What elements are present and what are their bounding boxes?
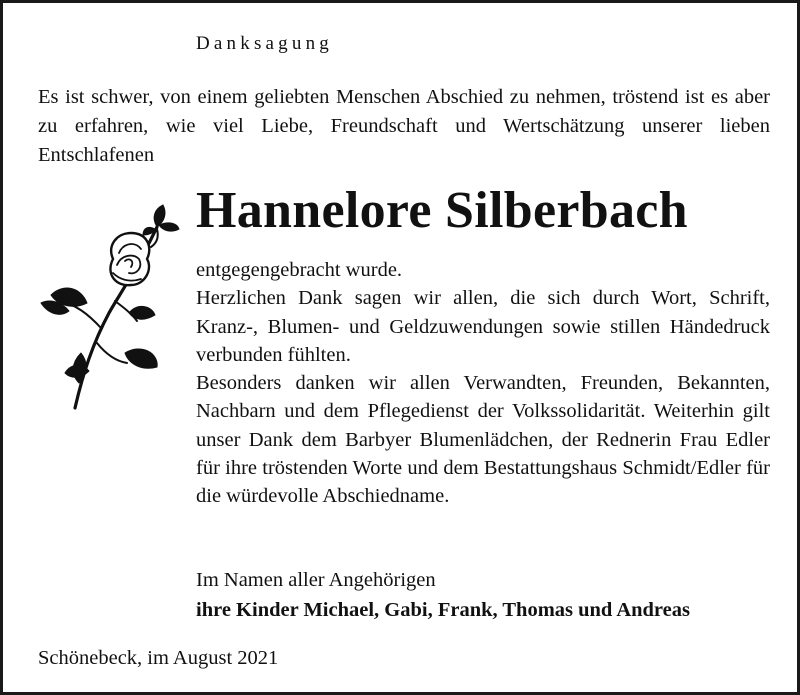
body-text <box>196 256 770 511</box>
closing-line: Im Namen aller Angehörigen <box>196 569 436 591</box>
closing-block <box>196 565 776 625</box>
place-date: Schönebeck, im August 2021 <box>38 647 279 669</box>
signers-line: ihre Kinder Michael, Gabi, Frank, Thomas und Andreas <box>196 599 690 621</box>
body-line-2: Herzlichen Dank sagen wir allen, die sich durch Wort, Schrift, Kranz-, Blumen- und Geldzuwendungen sowie stillen Händedruck verbunden fühlten. <box>196 287 770 366</box>
intro-text <box>38 83 770 170</box>
body-line-3: Besonders danken wir allen Verwandten, Freunden, Bekannten, Nachbarn und dem Pflegedienst der Volkssolidarität. Weiterhin gilt unser Dank dem Barbyer Blumenlädchen, der Rednerin Frau Edler für ihre tröstenden Worte und dem Bestattungshaus Schmidt/Edler für die würdevolle Abschiedname. <box>196 372 770 508</box>
intro-paragraph: Es ist schwer, von einem geliebten Menschen Abschied zu nehmen, tröstend ist es aber zu erfahren, wie viel Liebe, Freundschaft und Wertschätzung unserer lieben Entschlafenen <box>38 86 770 166</box>
notice-heading: Danksagung <box>196 33 333 54</box>
rose-icon <box>31 203 181 418</box>
deceased-name: Hannelore Silberbach <box>196 182 688 239</box>
body-line-1: entgegengebracht wurde. <box>196 259 403 281</box>
